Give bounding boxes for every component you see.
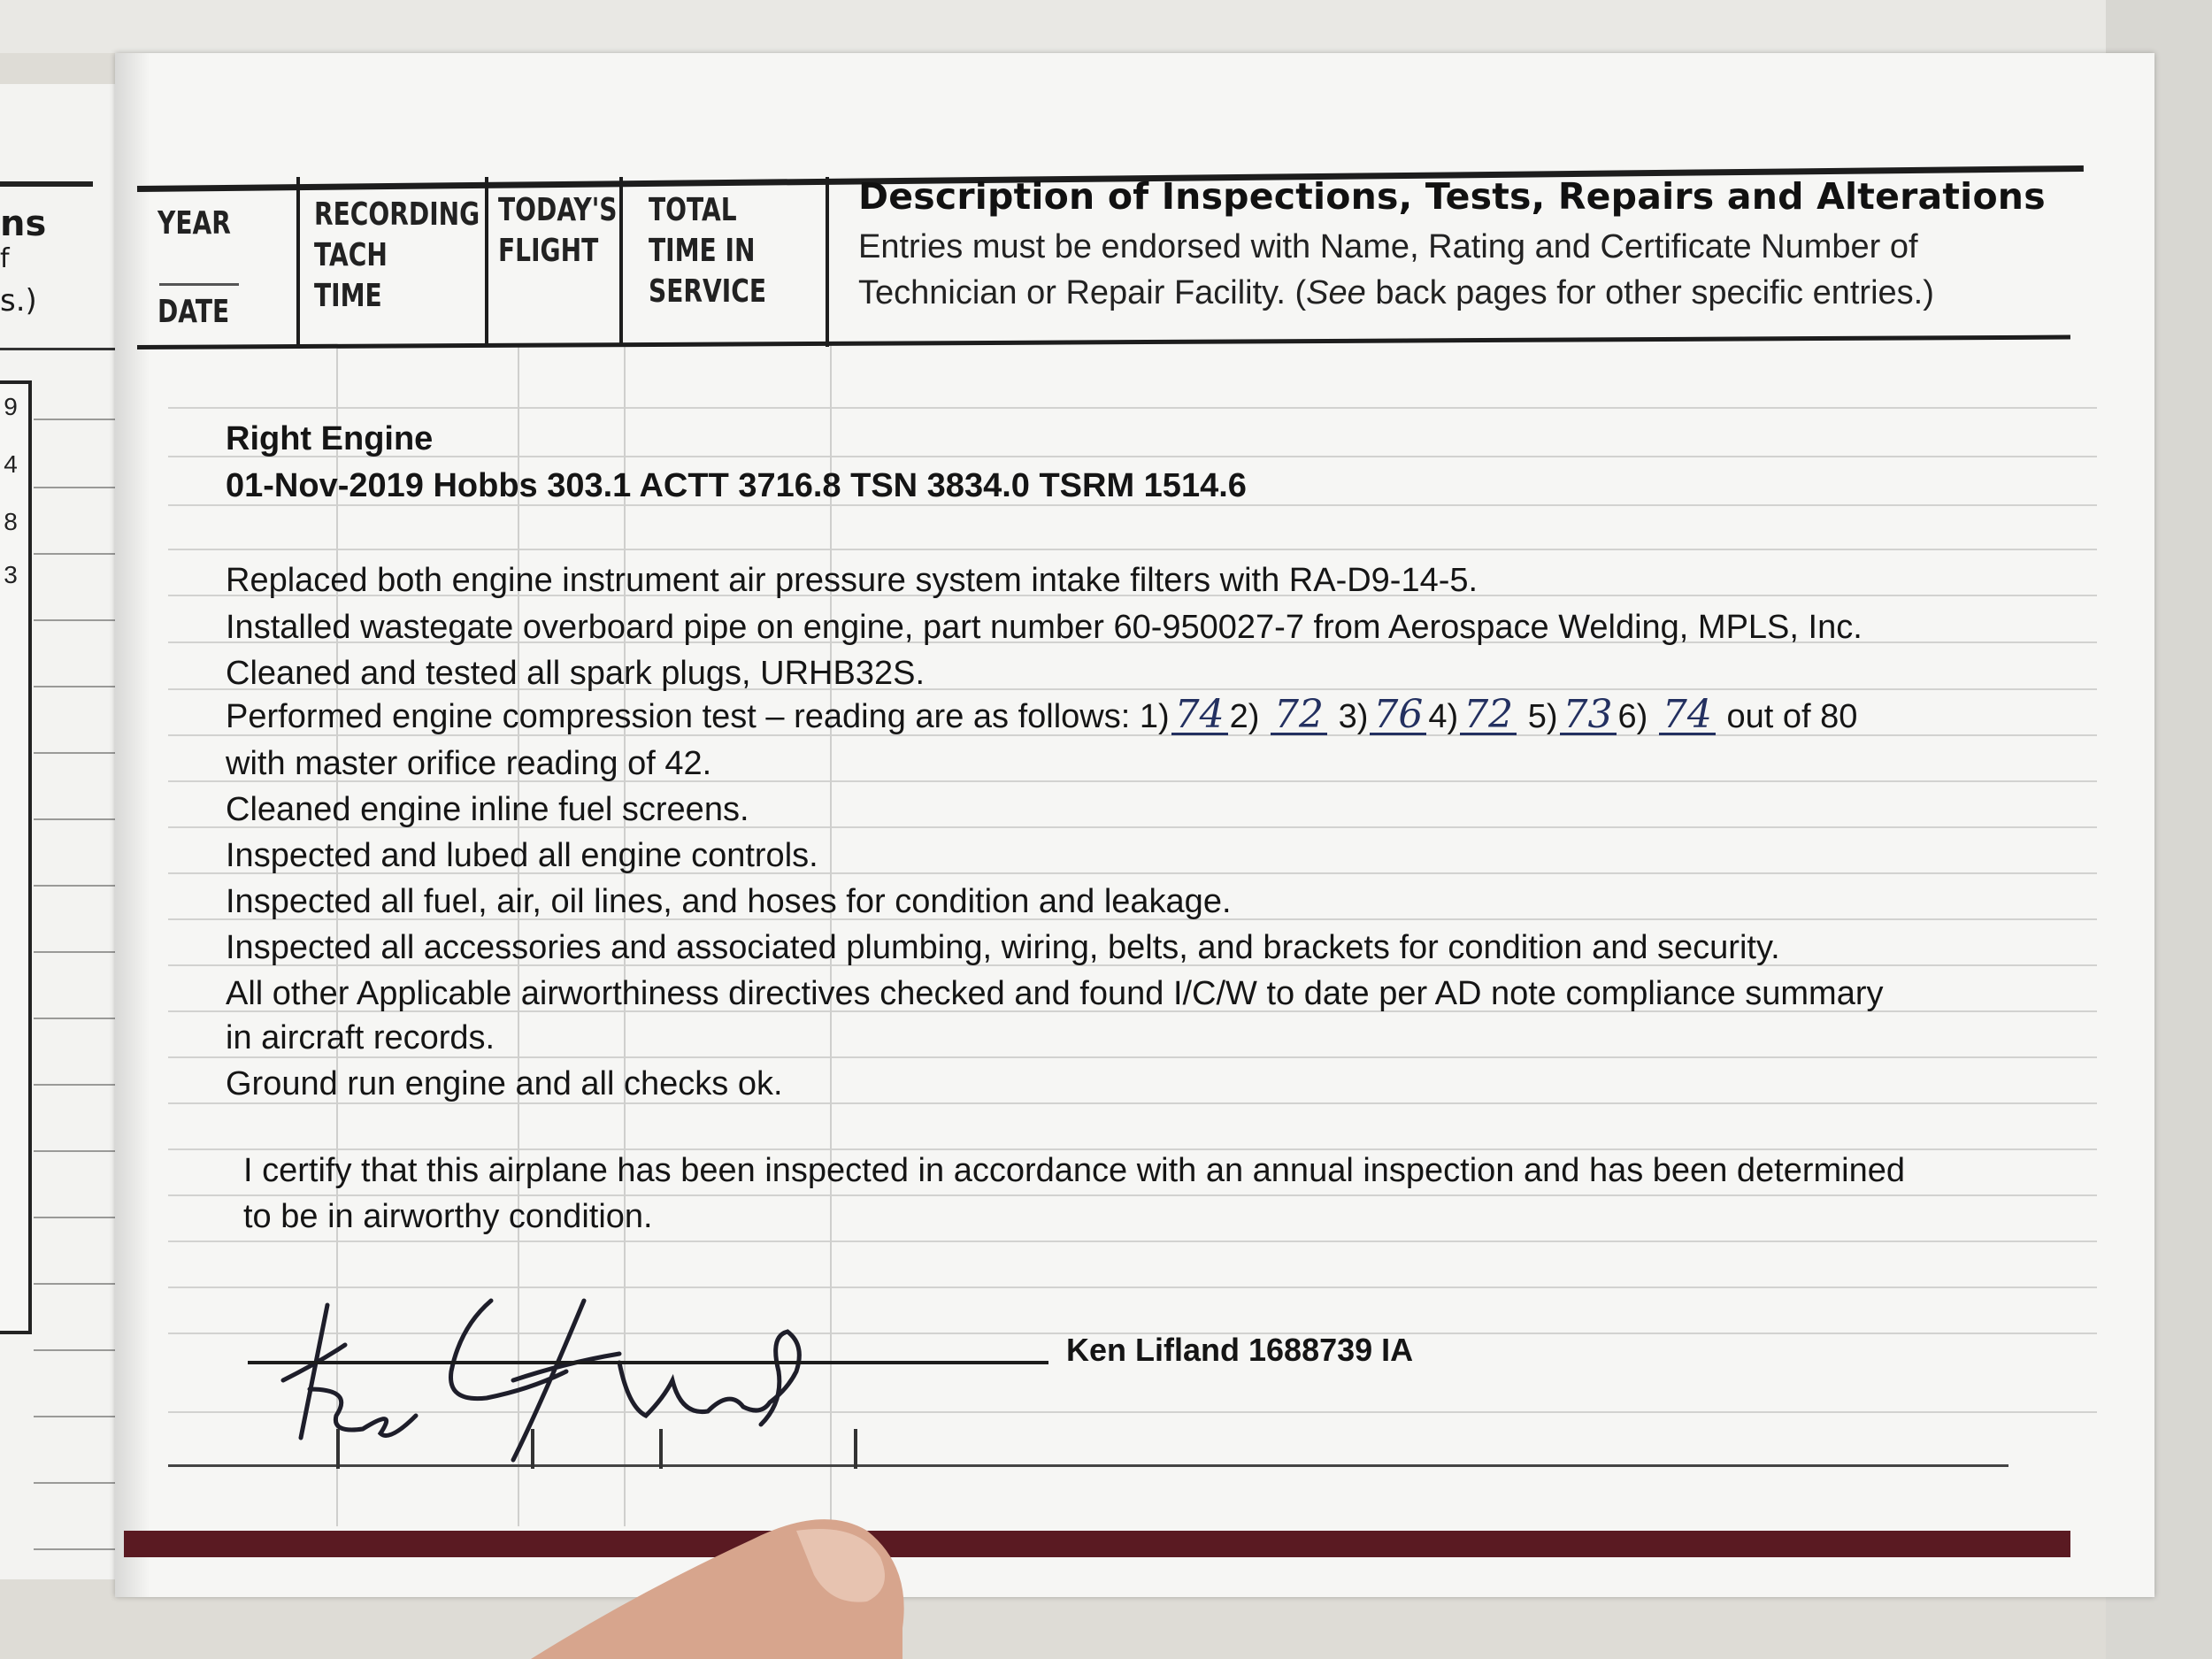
- bottom-column-tick: [854, 1429, 857, 1469]
- header-bottom-rule: [137, 335, 2070, 349]
- header-year-label: YEAR: [157, 205, 231, 242]
- entry-line: Ground run engine and all checks ok.: [226, 1065, 783, 1102]
- header-description-line: [858, 274, 1934, 312]
- header-line: FLIGHT: [498, 233, 599, 269]
- signatory-name: Ken Lifland 1688739 IA: [1066, 1332, 1414, 1368]
- certification-line: I certify that this airplane has been inspected in accordance with an annual inspection and has been determined: [243, 1152, 1905, 1189]
- handwritten-reading: 76: [1370, 697, 1426, 735]
- header-description-emphasis: See: [1306, 274, 1366, 311]
- entry-line: Replaced both engine instrument air pressure system intake filters with RA-D9-14-5.: [226, 562, 1479, 599]
- header-line: TODAY'S: [498, 192, 618, 228]
- header-column-divider: [296, 177, 300, 347]
- ruled-line: [168, 456, 2097, 457]
- header-line: TOTAL: [649, 192, 737, 228]
- entry-line: Installed wastegate overboard pipe on engine, part number 60-950027-7 from Aerospace Welding, MPLS, Inc.: [226, 609, 1863, 646]
- bottom-column-tick: [659, 1429, 663, 1469]
- left-page-heading-fragment: f: [0, 243, 10, 274]
- ruled-line: [168, 407, 2097, 409]
- entry-line: Inspected and lubed all engine controls.: [226, 837, 818, 874]
- compression-prefix: Performed engine compression test – reading are as follows:: [226, 698, 1140, 735]
- left-page-number: 3: [4, 561, 18, 588]
- handwritten-reading: 72: [1460, 697, 1517, 735]
- entry-line: Cleaned and tested all spark plugs, URHB32S.: [226, 655, 926, 692]
- handwritten-signature: [248, 1248, 867, 1469]
- header-line: TACH: [314, 237, 388, 273]
- header-recording-tach-time: [314, 195, 480, 317]
- bottom-rule: [168, 1464, 2008, 1467]
- compression-label: 3): [1338, 698, 1369, 735]
- compression-suffix: out of 80: [1717, 698, 1858, 735]
- header-column-divider: [485, 177, 488, 347]
- left-page-number: 9: [4, 393, 18, 420]
- handwritten-reading: 74: [1659, 697, 1716, 735]
- certification-line: to be in airworthy condition.: [243, 1198, 653, 1235]
- entry-line: in aircraft records.: [226, 1019, 495, 1056]
- bottom-column-tick: [531, 1429, 534, 1469]
- left-page-rule: [0, 348, 133, 350]
- compression-label: 2): [1229, 698, 1260, 735]
- entry-line: Inspected all accessories and associated plumbing, wiring, belts, and brackets for condition and security.: [226, 929, 1780, 966]
- entry-summary: 01-Nov-2019 Hobbs 303.1 ACTT 3716.8 TSN 3834.0 TSRM 1514.6: [226, 467, 1247, 504]
- header-line: TIME: [314, 278, 382, 314]
- compression-label: 6): [1617, 698, 1648, 735]
- left-page-box: [0, 380, 32, 1334]
- header-year: [157, 204, 231, 244]
- ruled-line: [168, 1148, 2097, 1150]
- thumb: [531, 1504, 929, 1659]
- header-year-date-divider: [159, 283, 239, 286]
- page-gutter-shadow: [115, 53, 150, 1597]
- bottom-column-tick: [336, 1429, 340, 1469]
- header-total-time-in-service: [649, 190, 766, 312]
- compression-test-line: [226, 692, 1858, 737]
- compression-label: 1): [1139, 698, 1170, 735]
- compression-label: 5): [1527, 698, 1558, 735]
- left-page-heading-fragment: s.): [0, 283, 37, 319]
- ruled-line: [168, 1240, 2097, 1242]
- header-description-title: Description of Inspections, Tests, Repairs and Alterations: [858, 175, 2046, 218]
- ruled-line: [168, 549, 2097, 550]
- handwritten-reading: 74: [1171, 697, 1228, 735]
- header-description-text: Technician or Repair Facility. (: [858, 274, 1307, 311]
- header-description-text: back pages for other specific entries.): [1365, 274, 1934, 311]
- handwritten-reading: 72: [1271, 697, 1327, 735]
- entry-line: Cleaned engine inline fuel screens.: [226, 791, 749, 828]
- book-cover-edge: [124, 1531, 2070, 1557]
- ruled-line: [168, 1194, 2097, 1196]
- entry-line: All other Applicable airworthiness directives checked and found I/C/W to date per AD note compliance summary: [226, 975, 1884, 1012]
- logbook-page: [115, 53, 2154, 1597]
- signature-line: [248, 1361, 1048, 1364]
- left-page-heading-fragment: ns: [0, 204, 47, 244]
- header-line: RECORDING: [314, 196, 480, 233]
- header-column-divider: [619, 177, 623, 347]
- header-line: SERVICE: [649, 273, 767, 310]
- header-todays-flight: [498, 190, 618, 272]
- entry-section-title: Right Engine: [226, 420, 434, 457]
- left-page-number: 4: [4, 450, 18, 478]
- header-description-line: Entries must be endorsed with Name, Rating and Certificate Number of: [858, 228, 1918, 265]
- left-page-rule: [0, 181, 93, 187]
- header-column-divider: [826, 177, 829, 347]
- left-page-number: 8: [4, 508, 18, 535]
- header-line: TIME IN: [649, 233, 756, 269]
- entry-line: Inspected all fuel, air, oil lines, and hoses for condition and leakage.: [226, 883, 1232, 920]
- entry-line: with master orifice reading of 42.: [226, 745, 712, 782]
- header-date-label: DATE: [157, 294, 230, 330]
- compression-label: 4): [1428, 698, 1459, 735]
- handwritten-reading: 73: [1560, 697, 1617, 735]
